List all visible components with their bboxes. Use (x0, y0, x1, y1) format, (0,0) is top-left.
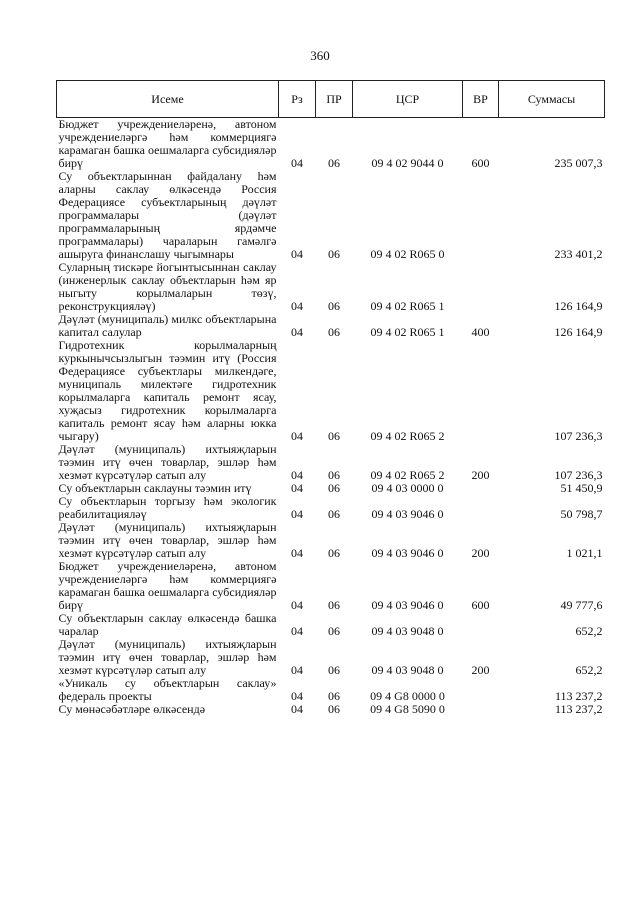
row-vr: 400 (471, 325, 490, 339)
row-vr: 200 (471, 468, 490, 482)
row-vr (463, 612, 499, 638)
row-rz: 04 (291, 429, 303, 443)
row-name: Су объектларын саклауны тәэмин итү (58, 481, 252, 495)
row-vr (463, 495, 499, 521)
row-pr: 06 (328, 689, 340, 703)
row-vr: 600 (471, 156, 490, 170)
row-pr: 06 (328, 468, 340, 482)
header-pr: ПР (316, 81, 353, 118)
row-rz: 04 (291, 507, 303, 521)
row-sum: 50 798,7 (560, 507, 603, 521)
row-name: Гидротехник корылмаларның куркынычсызлыгын тәэмин итү (Россия Федерациясе субъектлары милкендәге, муниципаль милектәге гидротехник корылмаларга капиталь ремонт ясау, хуҗасыз гидротехник корылмаларга капиталь ремонт ясау һәм аларны юкка чыгару) (58, 338, 277, 443)
row-rz: 04 (291, 546, 303, 560)
row-sum: 113 237,2 (554, 689, 603, 703)
row-csr: 09 4 03 9046 0 (371, 507, 444, 521)
row-pr: 06 (328, 247, 340, 261)
row-sum: 1 021,1 (566, 546, 603, 560)
row-pr: 06 (328, 702, 340, 716)
row-pr: 06 (328, 598, 340, 612)
row-vr (463, 482, 499, 495)
row-sum: 113 237,2 (554, 702, 603, 716)
row-name: Суларның тискәре йогынтысыннан саклау (инженерлык саклау объектларын һәм яр ныгыту корылмаларын төзү, реконструкцияләү) (58, 260, 277, 313)
row-csr: 09 4 03 9046 0 (371, 598, 444, 612)
row-vr (463, 170, 499, 261)
table-row (57, 339, 605, 443)
table-row (57, 118, 605, 171)
row-sum: 49 777,6 (560, 598, 603, 612)
row-pr: 06 (328, 325, 340, 339)
row-sum: 126 164,9 (554, 325, 603, 339)
row-csr: 09 4 02 R065 1 (370, 325, 445, 339)
table-row (57, 313, 605, 339)
header-name: Исеме (57, 81, 279, 118)
row-vr: 600 (471, 598, 490, 612)
row-sum: 126 164,9 (554, 299, 603, 313)
row-pr: 06 (328, 546, 340, 560)
table-row (57, 677, 605, 703)
row-csr: 09 4 02 R065 2 (370, 468, 445, 482)
table-row (57, 612, 605, 638)
row-pr: 06 (328, 507, 340, 521)
row-pr: 06 (328, 156, 340, 170)
row-rz: 04 (291, 702, 303, 716)
row-name: Дәүләт (муниципаль) ихтыяҗларын тәэмин итү өчен товарлар, эшләр һәм хезмәт күрсәтүләр сатып алу (58, 520, 277, 560)
row-vr: 200 (471, 546, 490, 560)
row-name: Дәүләт (муниципаль) ихтыяҗларын тәэмин итү өчен товарлар, эшләр һәм хезмәт күрсәтүләр сатып алу (58, 637, 277, 677)
row-sum: 652,2 (575, 663, 603, 677)
budget-table (56, 80, 605, 716)
table-header-row (57, 81, 605, 118)
row-csr: 09 4 02 9044 0 (371, 156, 444, 170)
row-pr: 06 (328, 481, 340, 495)
row-name: Дәүләт (муниципаль) ихтыяҗларын тәэмин итү өчен товарлар, эшләр һәм хезмәт күрсәтүләр сатып алу (58, 442, 277, 482)
row-vr (463, 677, 499, 703)
row-rz: 04 (291, 156, 303, 170)
row-name: Су объектларын саклау өлкәсендә башка чаралар (58, 611, 277, 638)
table-row (57, 443, 605, 482)
header-rz: Рз (279, 81, 316, 118)
row-sum: 107 236,3 (554, 429, 603, 443)
row-csr: 09 4 03 0000 0 (371, 481, 444, 495)
table-row (57, 560, 605, 612)
table-row (57, 261, 605, 313)
row-rz: 04 (291, 299, 303, 313)
row-name: Бюджет учреждениеләренә, автоном учреждениеләргә һәм коммерциягә карамаган башка оешмаларга субсидияләр бирү (58, 117, 277, 170)
page-number: 360 (310, 48, 330, 63)
row-sum: 652,2 (575, 624, 603, 638)
row-rz: 04 (291, 247, 303, 261)
row-rz: 04 (291, 468, 303, 482)
row-name: Су мөнәсәбәтләре өлкәсендә (58, 702, 206, 716)
row-vr (463, 261, 499, 313)
row-sum: 233 401,2 (554, 247, 603, 261)
row-vr (463, 339, 499, 443)
row-rz: 04 (291, 481, 303, 495)
table-row (57, 521, 605, 560)
row-sum: 235 007,3 (554, 156, 603, 170)
row-csr: 09 4 02 R065 2 (370, 429, 445, 443)
row-csr: 09 4 03 9048 0 (371, 624, 444, 638)
row-sum: 107 236,3 (554, 468, 603, 482)
row-vr: 200 (471, 663, 490, 677)
row-sum: 51 450,9 (560, 481, 603, 495)
table-row (57, 638, 605, 677)
row-csr: 09 4 G8 0000 0 (370, 689, 445, 703)
row-name: Су объектларыннан файдалану һәм аларны саклау өлкәсендә Россия Федерациясе субъектларының дәүләт программалары (дәүләт программаларының ярдәмче программалары) чараларын гамәлгә ашыруга финанслашу чыгымнары (58, 169, 277, 261)
row-pr: 06 (328, 429, 340, 443)
row-rz: 04 (291, 624, 303, 638)
row-csr: 09 4 G8 5090 0 (370, 702, 445, 716)
header-csr: ЦСР (353, 81, 463, 118)
row-name: Дәүләт (муниципаль) милкс объектларына капитал салулар (58, 312, 277, 339)
table-row (57, 495, 605, 521)
row-csr: 09 4 02 R065 1 (370, 299, 445, 313)
row-rz: 04 (291, 598, 303, 612)
row-rz: 04 (291, 663, 303, 677)
header-vr: ВР (463, 81, 499, 118)
row-name: Су объектларын торгызу һәм экологик реабилитацияләү (58, 494, 277, 521)
row-csr: 09 4 03 9048 0 (371, 663, 444, 677)
row-pr: 06 (328, 624, 340, 638)
row-pr: 06 (328, 299, 340, 313)
table-row (57, 170, 605, 261)
row-vr (463, 703, 499, 716)
header-sum: Суммасы (499, 81, 605, 118)
row-rz: 04 (291, 689, 303, 703)
row-csr: 09 4 03 9046 0 (371, 546, 444, 560)
table-row (57, 703, 605, 716)
row-pr: 06 (328, 663, 340, 677)
row-name: «Уникаль су объектларын саклау» федераль проекты (58, 676, 277, 703)
row-name: Бюджет учреждениеләренә, автоном учреждениеләргә һәм коммерциягә карамаган башка оешмаларга субсидияләр бирү (58, 559, 277, 612)
row-rz: 04 (291, 325, 303, 339)
row-csr: 09 4 02 R065 0 (370, 247, 445, 261)
